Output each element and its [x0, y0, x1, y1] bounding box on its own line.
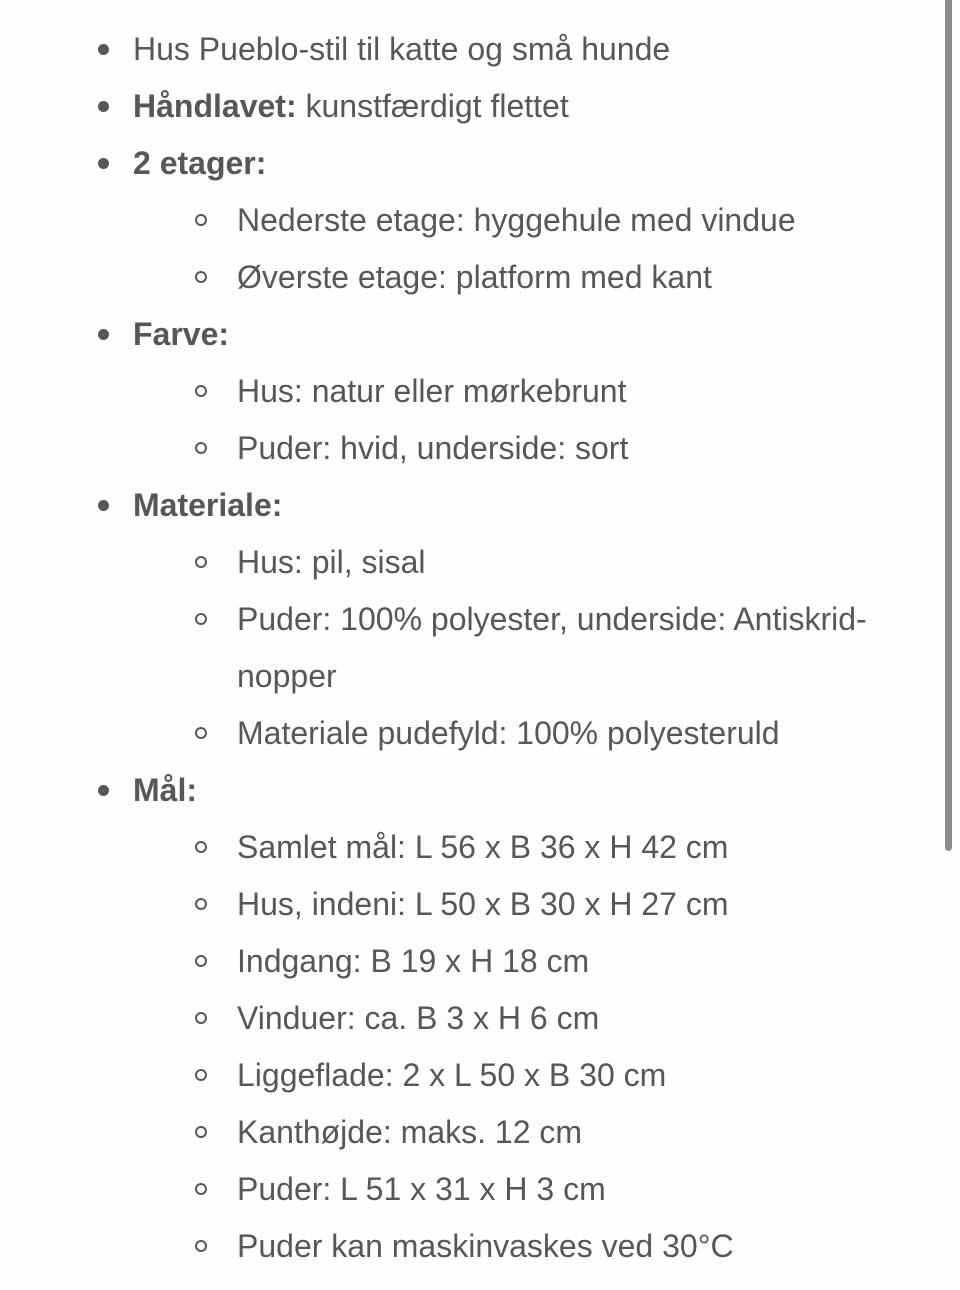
spec-item [0, 135, 927, 192]
spec-subitem: Samlet mål: L 56 x B 36 x H 42 cm [0, 819, 927, 876]
spec-subitem: Kanthøjde: maks. 12 cm [0, 1104, 927, 1161]
spec-item: Håndlavet: kunstfærdigt flettet [0, 78, 927, 135]
spec-subitem: Puder: hvid, underside: sort [0, 420, 927, 477]
spec-subitem: Materiale pudefyld: 100% polyesteruld [0, 705, 927, 762]
spec-item [0, 477, 927, 534]
spec-item-label: 2 etager: [133, 145, 267, 181]
spec-subitem: Nederste etage: hyggehule med vindue [0, 192, 927, 249]
spec-subitem: Hus: natur eller mørkebrunt [0, 363, 927, 420]
spec-item [0, 306, 927, 363]
spec-subitem: Puder kan maskinvaskes ved 30°C [0, 1218, 927, 1275]
spec-subitem: Indgang: B 19 x H 18 cm [0, 933, 927, 990]
spec-subitem: Puder: L 51 x 31 x H 3 cm [0, 1161, 927, 1218]
spec-subitem: Hus: pil, sisal [0, 534, 927, 591]
spec-item-label: Håndlavet: [133, 88, 297, 124]
spec-item-label: Farve: [133, 316, 230, 352]
spec-subitem: Øverste etage: platform med kant [0, 249, 927, 306]
spec-item-label: Materiale: [133, 487, 283, 523]
spec-item-label: Mål: [133, 772, 197, 808]
spec-subitem: Liggeflade: 2 x L 50 x B 30 cm [0, 1047, 927, 1104]
spec-subitem: Hus, indeni: L 50 x B 30 x H 27 cm [0, 876, 927, 933]
scrollbar-thumb[interactable] [945, 0, 952, 851]
spec-item [0, 762, 927, 819]
spec-subitem: Puder: 100% polyester, underside: Antiskrid-nopper [0, 591, 927, 705]
spec-item: Hus Pueblo-stil til katte og små hunde [0, 21, 927, 78]
spec-subitem: Vinduer: ca. B 3 x H 6 cm [0, 990, 927, 1047]
